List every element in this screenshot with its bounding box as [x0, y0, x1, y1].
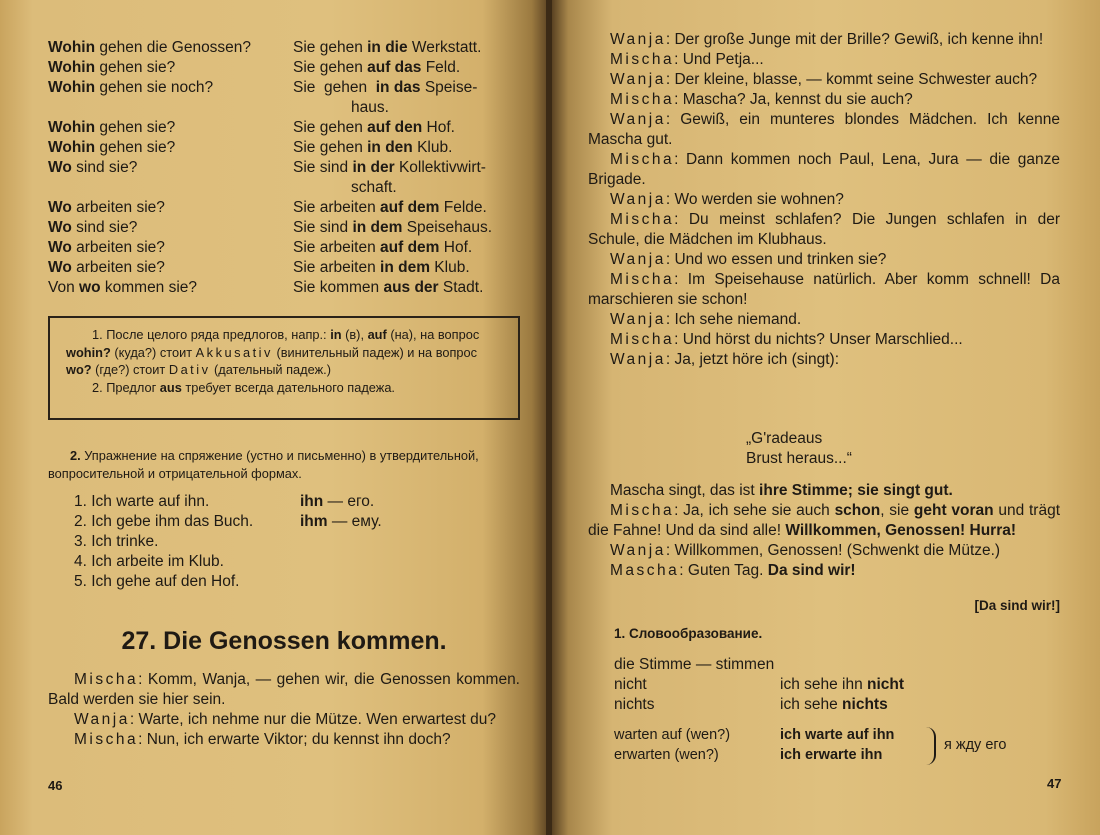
example-keyword: nichts	[842, 696, 888, 713]
qa-question: kommen sie?	[100, 279, 198, 296]
rule-text: 1. После целого ряда предлогов, напр.:	[92, 327, 331, 342]
dialog-text: : Der große Junge mit der Brille? Gewiß, ich kenne ihn!	[665, 31, 1044, 48]
rule-case-name: Akkusativ	[195, 344, 273, 360]
qa-question: sind sie?	[71, 159, 138, 176]
exercise-item	[74, 492, 494, 512]
dialog-emphasis: schon	[834, 502, 881, 519]
lesson-title: 27. Die Genossen kommen.	[121, 627, 447, 655]
rule-text: (куда?) стоит	[110, 344, 196, 360]
qa-question: arbeiten sie?	[71, 199, 165, 216]
qa-answer: Sie arbeiten	[293, 259, 381, 276]
qa-row	[48, 78, 518, 118]
verb-example	[780, 725, 924, 745]
word-building-verb-pair	[614, 725, 1054, 765]
qa-row	[48, 118, 518, 138]
qa-row	[48, 218, 518, 238]
qa-answer-keyword: in den	[367, 139, 413, 156]
qa-answer-end: Kollektivwirt-	[394, 159, 486, 176]
example-keyword: nicht	[867, 676, 905, 693]
word-building-row	[614, 675, 1054, 695]
dialog-line	[588, 30, 1060, 50]
qa-question-keyword: Wohin	[48, 119, 96, 136]
qa-question: sind sie?	[71, 219, 138, 236]
rule-paragraph-2	[66, 379, 504, 397]
word-building-row	[614, 695, 1054, 715]
dialog-text: : Ja, ich sehe sie auch	[674, 502, 835, 519]
dialog-text: : Komm, Wanja, — gehen wir, die Genossen kommen. Bald werden sie hier sein.	[48, 671, 520, 708]
exercise-list	[74, 492, 494, 592]
qa-answer-end: Hof.	[422, 119, 455, 136]
word-building-list	[614, 655, 1054, 715]
qa-row	[48, 158, 518, 198]
rule-text: требует всегда дательного падежа.	[181, 379, 395, 395]
song-line: „G'radeaus	[746, 430, 823, 447]
qa-question-prefix: Von	[48, 279, 80, 296]
dialog-line	[588, 350, 1060, 370]
qa-answer: Sie sind	[293, 219, 353, 236]
example-keyword: auf ihn	[846, 727, 895, 743]
exercise-item	[74, 532, 494, 552]
speaker-name: Mischa	[610, 151, 675, 168]
dialog-line	[588, 190, 1060, 210]
qa-answer: Sie gehen	[293, 59, 368, 76]
qa-answer-continuation: schaft.	[351, 179, 397, 196]
qa-answer-end: Feld.	[421, 59, 461, 76]
example-text: ich erwarte	[780, 747, 861, 763]
speaker-name: Mischa	[74, 731, 139, 748]
dialog-text: : Willkommen, Genossen! (Schwenkt die Mütze.)	[665, 542, 1001, 559]
dialog-text: : Gewiß, ein munteres blondes Mädchen. Ich kenne Mascha gut.	[588, 111, 1060, 148]
rule-case-name: Dativ	[168, 362, 211, 377]
dialog-right	[588, 30, 1060, 370]
qa-answer: Sie sind	[293, 159, 353, 176]
speaker-name: Wanja	[610, 191, 666, 208]
rule-keyword: wo?	[66, 362, 92, 377]
speaker-name: Wanja	[74, 711, 130, 728]
speaker-name: Mischa	[610, 51, 675, 68]
dialog-line	[588, 270, 1060, 310]
qa-answer-keyword: in dem	[380, 259, 430, 276]
exercise-sentence: 1. Ich warte auf ihn.	[74, 493, 210, 510]
dialog-line	[588, 501, 1060, 541]
qa-answer-keyword: auf den	[367, 119, 423, 136]
word-building-example	[780, 695, 888, 715]
rule-text: (в),	[341, 327, 368, 342]
qa-row	[48, 138, 518, 158]
example-text: ich warte	[780, 727, 847, 743]
qa-question-keyword: Wo	[48, 159, 72, 176]
exercise-note	[300, 512, 382, 532]
rule-keyword: in	[330, 327, 342, 342]
dialog-emphasis: Da sind wir!	[767, 562, 856, 579]
qa-answer-keyword: in das	[375, 79, 421, 96]
exercise-heading	[48, 447, 520, 483]
exercise-instruction: Упражнение на спряжение (устно и письменно) в утвердительной, вопросительной и отрицательной формах.	[48, 448, 479, 481]
dialog-text: : Und wo essen und trinken sie?	[665, 251, 887, 268]
speaker-name: Mischa	[610, 502, 675, 519]
dialog-emphasis: Willkommen, Genossen! Hurra!	[785, 522, 1017, 539]
dialog-after-song	[588, 481, 1060, 581]
qa-answer: Sie gehen	[293, 79, 376, 96]
qa-question: arbeiten sie?	[71, 239, 165, 256]
dialog-text: : Im Speisehause natürlich. Aber komm schnell! Da marschieren sie schon!	[588, 271, 1060, 308]
qa-question-keyword: Wo	[48, 259, 72, 276]
qa-row	[48, 258, 518, 278]
qa-row	[48, 278, 518, 298]
dialog-line	[588, 150, 1060, 190]
example-text: ich sehe	[780, 696, 843, 713]
rule-text: (где?) стоит	[91, 362, 169, 377]
dialog-text: Mascha singt, das ist	[610, 482, 760, 499]
dialog-text: : Du meinst schlafen? Die Jungen schlafen in der Schule, die Mädchen im Klubhaus.	[588, 211, 1060, 248]
exercise-sentence: 4. Ich arbeite im Klub.	[74, 553, 224, 570]
qa-row	[48, 38, 518, 58]
qa-question: gehen sie?	[95, 59, 176, 76]
exercise-item	[74, 572, 494, 592]
qa-answer-end: Klub.	[412, 139, 453, 156]
qa-answer-keyword: auf dem	[380, 199, 440, 216]
dialog-line	[588, 330, 1060, 350]
speaker-name: Wanja	[610, 71, 666, 88]
dialog-line	[48, 710, 520, 730]
qa-question: gehen die Genossen?	[95, 39, 252, 56]
qa-answer-end: Hof.	[439, 239, 473, 256]
section-tag: [Da sind wir!]	[974, 598, 1060, 613]
word-building-term: nichts	[614, 696, 655, 713]
dialog-text: : Der kleine, blasse, — kommt seine Schwester auch?	[665, 71, 1038, 88]
speaker-name: Wanja	[610, 351, 666, 368]
exercise-sentence: 5. Ich gehe auf den Hof.	[74, 573, 240, 590]
word-building-term: die Stimme — stimmen	[614, 656, 775, 673]
speaker-name: Mischa	[610, 211, 675, 228]
qa-answer: Sie kommen	[293, 279, 384, 296]
dialog-text: und trägt die Fahne! Und da sind alle!	[588, 502, 1061, 539]
rule-keyword: auf	[367, 327, 387, 342]
qa-row	[48, 58, 518, 78]
example-text: ich sehe ihn	[780, 676, 868, 693]
qa-question: gehen sie noch?	[95, 79, 214, 96]
qa-answer-keyword: in der	[352, 159, 395, 176]
qa-answer: Sie gehen	[293, 119, 368, 136]
qa-answer-end: Felde.	[439, 199, 487, 216]
dialog-text: : Und Petja...	[674, 51, 764, 68]
example-keyword: ihn	[860, 747, 883, 763]
word-building-term: nicht	[614, 676, 647, 693]
qa-answer: Sie arbeiten	[293, 199, 381, 216]
qa-question-keyword: Wohin	[48, 79, 96, 96]
qa-answer-end: Klub.	[429, 259, 470, 276]
dialog-line	[588, 481, 1060, 501]
exercise-item	[74, 552, 494, 572]
dialog-text: : Mascha? Ja, kennst du sie auch?	[674, 91, 913, 108]
dialog-line	[588, 250, 1060, 270]
page-number-left: 46	[48, 778, 63, 793]
speaker-name: Mischa	[610, 271, 675, 288]
exercise-note-translation: — его.	[323, 493, 375, 510]
qa-row	[48, 198, 518, 218]
question-answer-table	[48, 38, 518, 298]
rule-text: 2. Предлог	[92, 379, 160, 395]
dialog-text: : Wo werden sie wohnen?	[665, 191, 844, 208]
dialog-text: : Und hörst du nichts? Unser Marschlied...	[674, 331, 963, 348]
speaker-name: Mischa	[610, 331, 675, 348]
speaker-name: Mischa	[74, 671, 139, 688]
verb-term: warten auf (wen?)	[614, 727, 731, 743]
exercise-note-keyword: ihn	[300, 493, 324, 510]
dialog-text: , sie	[880, 502, 914, 519]
qa-question: gehen sie?	[95, 119, 176, 136]
qa-question-keyword: Wo	[48, 239, 72, 256]
qa-answer-keyword: auf dem	[380, 239, 440, 256]
qa-question: arbeiten sie?	[71, 259, 165, 276]
exercise-note-keyword: ihm	[300, 513, 328, 530]
speaker-name: Mischa	[610, 91, 675, 108]
qa-question-keyword: Wo	[48, 199, 72, 216]
verb-pair-examples	[780, 725, 924, 765]
exercise-note-translation: — ему.	[327, 513, 382, 530]
qa-question-keyword: Wohin	[48, 39, 96, 56]
exercise-item	[74, 512, 494, 532]
page-number-right: 47	[1047, 776, 1062, 791]
verb-term: erwarten (wen?)	[614, 747, 719, 763]
speaker-name: Wanja	[610, 111, 666, 128]
verb-pair-terms	[614, 725, 780, 765]
dialog-line	[588, 210, 1060, 250]
qa-answer-end: Speisehaus.	[402, 219, 493, 236]
dialog-line	[588, 310, 1060, 330]
word-building-example	[780, 675, 904, 695]
dialog-line	[48, 730, 520, 750]
russian-translation: я жду его	[944, 737, 1007, 753]
qa-question-keyword: wo	[79, 279, 101, 296]
rule-text: (на), на вопрос	[386, 327, 480, 342]
rule-text: (винительный падеж) и на вопрос	[272, 344, 478, 360]
exercise-sentence: 2. Ich gebe ihm das Buch.	[74, 513, 254, 530]
dialog-text: : Ja, jetzt höre ich (singt):	[665, 351, 840, 368]
dialog-line	[588, 110, 1060, 150]
grammar-rule-box	[48, 316, 520, 420]
qa-answer: Sie gehen	[293, 39, 368, 56]
qa-row	[48, 238, 518, 258]
song-line: Brust heraus...“	[746, 450, 852, 467]
qa-answer-keyword: auf das	[367, 59, 422, 76]
dialog-line	[588, 561, 1060, 581]
exercise-heading-text	[48, 447, 520, 483]
qa-question-keyword: Wohin	[48, 59, 96, 76]
dialog-line	[48, 670, 520, 710]
dialog-left	[48, 670, 520, 750]
speaker-name: Wanja	[610, 31, 666, 48]
speaker-name: Mascha	[610, 562, 680, 579]
dialog-text: : Nun, ich erwarte Viktor; du kennst ihn doch?	[138, 731, 451, 748]
dialog-line	[588, 70, 1060, 90]
qa-question: gehen sie?	[95, 139, 176, 156]
speaker-name: Wanja	[610, 542, 666, 559]
qa-answer-keyword: aus der	[383, 279, 439, 296]
dialog-emphasis: geht voran	[913, 502, 994, 519]
dialog-line	[588, 541, 1060, 561]
word-building-row	[614, 655, 1054, 675]
rule-keyword: wohin?	[66, 344, 111, 360]
dialog-line	[588, 90, 1060, 110]
exercise-note	[300, 492, 374, 512]
dialog-text: : Ich sehe niemand.	[665, 311, 802, 328]
qa-answer-continuation: haus.	[351, 99, 389, 116]
qa-question-keyword: Wo	[48, 219, 72, 236]
dialog-text: : Guten Tag.	[679, 562, 768, 579]
qa-answer: Sie gehen	[293, 139, 368, 156]
qa-question-keyword: Wohin	[48, 139, 96, 156]
qa-answer-keyword: in dem	[352, 219, 403, 236]
dialog-emphasis: ihre Stimme; sie singt gut.	[759, 482, 953, 499]
speaker-name: Wanja	[610, 251, 666, 268]
qa-answer-end: Werkstatt.	[407, 39, 482, 56]
rule-text: (дательный падеж.)	[210, 362, 331, 377]
rule-keyword: aus	[159, 379, 182, 395]
verb-example	[780, 745, 924, 765]
qa-answer-end: Speise-	[420, 79, 478, 96]
word-building-heading: 1. Словообразование.	[614, 626, 763, 641]
rule-paragraph-1	[66, 326, 504, 379]
speaker-name: Wanja	[610, 311, 666, 328]
dialog-text: : Warte, ich nehme nur die Mütze. Wen erwartest du?	[129, 711, 496, 728]
exercise-number: 2.	[70, 448, 81, 463]
dialog-line	[588, 50, 1060, 70]
exercise-sentence: 3. Ich trinke.	[74, 533, 159, 550]
qa-answer: Sie arbeiten	[293, 239, 381, 256]
curly-brace-icon	[924, 727, 936, 765]
dialog-text: : Dann kommen noch Paul, Lena, Jura — die ganze Brigade.	[588, 151, 1060, 188]
qa-answer-keyword: in die	[367, 39, 408, 56]
qa-answer-end: Stadt.	[438, 279, 484, 296]
song-lyrics	[746, 429, 946, 469]
